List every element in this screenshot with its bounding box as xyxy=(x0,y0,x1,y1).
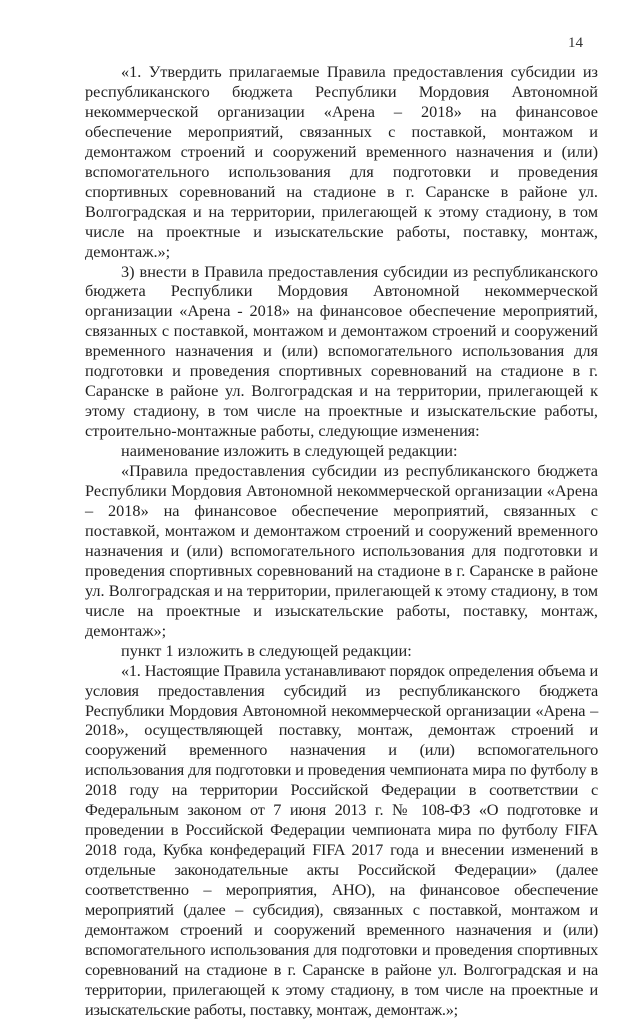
paragraph-title-instruction: наименование изложить в следующей редакции: xyxy=(121,441,458,461)
paragraph-point-1-text: «1. Настоящие Правила устанавливают порядок определения объема и условия предоставления субсидий из республиканского бюджета Республики Мордовия Автономной некоммерческой организации «Арена – 2018», осуществляющей поставку, монтаж, демонтаж строений и сооружений временного назначения и (или) вспомогательного использования для подготовки и проведения чемпионата мира по футболу в 2018 году на территории Российской Федерации в соответствии с Федеральным законом от 7 июня 2013 г. № 108-ФЗ «О подготовке и проведении в Российской Федерации чемпионата мира по футболу FIFA 2018 года, Кубка конфедераций FIFA 2017 года и внесении изменений в отдельные законодательные акты Российской Федерации» (далее соответственно – мероприятия, АНО), на финансовое обеспечение мероприятий (далее – субсидия), связанных с поставкой, монтажом и демонтажом строений и сооружений временного назначения и (или) вспомогательного использования для подготовки и проведения спортивных соревнований на стадионе в г. Саранске в районе ул. Волгоградская и на территории, прилегающей к этому стадиону, в том числе на проектные и изыскательские работы, поставку, монтаж, демонтаж.»; xyxy=(85,660,598,1019)
page-number: 14 xyxy=(568,35,583,51)
paragraph-rules-approval: «1. Утвердить прилагаемые Правила предоставления субсидии из республиканского бюджета Республики Мордовия Автономной некоммерческой организации «Арена – 2018» на финансовое обеспечение мероприятий, связанных с поставкой, монтажом и демонтажом строений и сооружений временного назначения и (или) вспомогательного использования для подготовки и проведения спортивных соревнований на стадионе в г. Саранске в районе ул. Волгоградская и на территории, прилегающей к этому стадиону, в том числе на проектные и изыскательские работы, поставку, монтаж, демонтаж.»; xyxy=(85,62,598,261)
paragraph-new-title: «Правила предоставления субсидии из республиканского бюджета Республики Мордовия Автономной некоммерческой организации «Арена – 2018» на финансовое обеспечение мероприятий, связанных с поставкой, монтажом и демонтажом строений и сооружений временного назначения и (или) вспомогательного использования для подготовки и проведения спортивных соревнований на стадионе в г. Саранске в районе ул. Волгоградская и на территории, прилегающей к этому стадиону, в том числе на проектные и изыскательские работы, поставку, монтаж, демонтаж»; xyxy=(85,461,598,640)
paragraph-amendments-intro: 3) внести в Правила предоставления субсидии из республиканского бюджета Республики Мордовия Автономной некоммерческой организации «Арена - 2018» на финансовое обеспечение мероприятий, связанных с поставкой, монтажом и демонтажом строений и сооружений временного назначения и (или) вспомогательного использования для подготовки и проведения спортивных соревнований на стадионе в г. Саранске в районе ул. Волгоградская и на территории, прилегающей к этому стадиону, в том числе на проектные и изыскательские работы, строительно-монтажные работы, следующие изменения: xyxy=(85,261,598,441)
paragraph-point-instruction: пункт 1 изложить в следующей редакции: xyxy=(121,640,412,660)
document-body xyxy=(85,62,598,1020)
